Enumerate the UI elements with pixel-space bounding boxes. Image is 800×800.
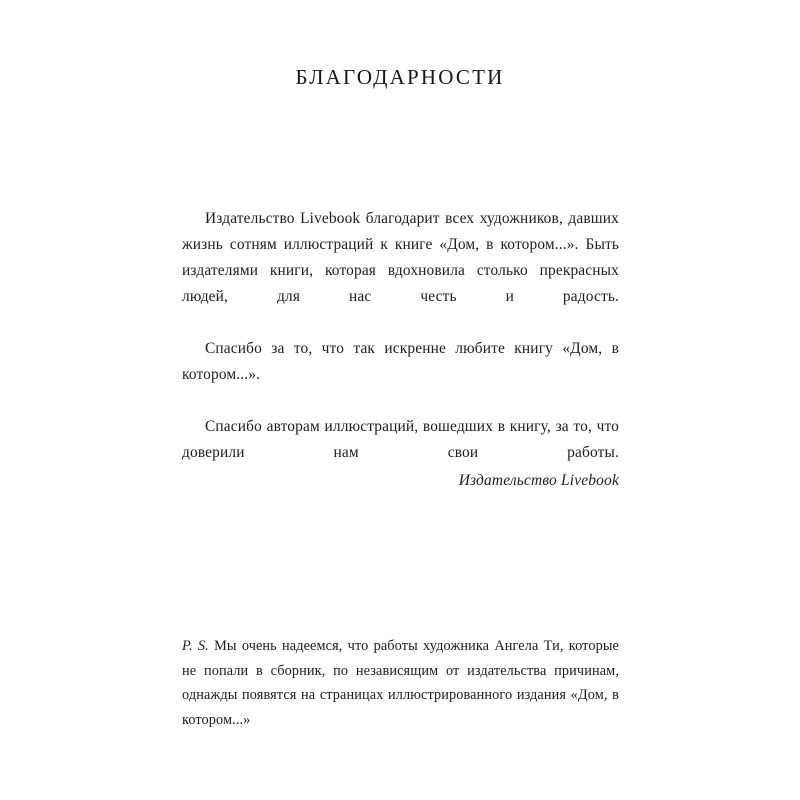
page-title: БЛАГОДАРНОСТИ [295, 65, 505, 90]
postscript-text: Мы очень надеемся, что работы художника Ангела Ти, которые не попали в сборник, по независящим от издательства причинам, однажды появятся на страницах иллюстрированного издания «Дом, в котором...» [182, 638, 619, 728]
body-paragraph: Издательство Livebook благодарит всех художников, давших жизнь сотням иллюстраций к книге «Дом, в котором...». Быть издателями книги, которая вдохновила столько прекрасных людей, для нас честь и радость. [182, 210, 619, 305]
body-paragraph: Спасибо авторам иллюстраций, вошедших в книгу, за то, что доверили нам свои работы. [182, 418, 619, 461]
acknowledgements-body [182, 206, 619, 492]
postscript-paragraph [182, 634, 619, 757]
postscript-block [182, 634, 619, 757]
publisher-signature: Издательство Livebook [458, 472, 619, 489]
body-paragraph: Спасибо за то, что так искренне любите книгу «Дом, в котором...». [182, 340, 619, 383]
postscript-label: P. S. [182, 638, 209, 654]
